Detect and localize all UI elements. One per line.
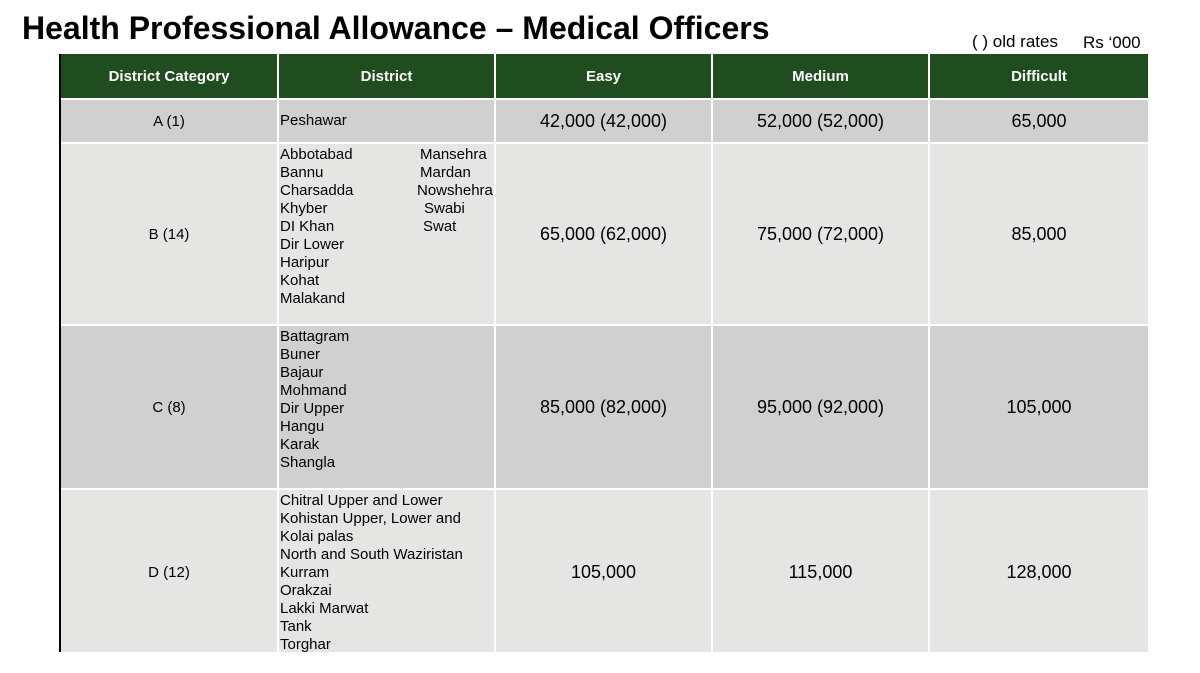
district-name: Karak [280, 436, 320, 453]
district-name: Kohat [280, 272, 320, 289]
category-cell: D (12) [61, 489, 278, 652]
header-easy: Easy [495, 54, 712, 99]
table-header-row [61, 54, 1148, 99]
table-row [61, 325, 1148, 489]
district-cell [278, 99, 495, 143]
header-medium: Medium [712, 54, 929, 99]
district-name: Peshawar [280, 112, 347, 129]
district-cell [278, 143, 495, 325]
district-name: Nowshehra [417, 182, 493, 199]
district-name: Mansehra [420, 146, 487, 163]
district-two-column-list [280, 146, 494, 236]
header-district-category: District Category [61, 54, 278, 99]
category-cell: A (1) [61, 99, 278, 143]
medium-cell: 115,000 [712, 489, 929, 652]
district-name: Kurram [280, 564, 330, 581]
district-name: Lakki Marwat [280, 600, 369, 617]
difficult-cell: 128,000 [929, 489, 1148, 652]
allowance-table [61, 54, 1148, 652]
district-name: Shangla [280, 454, 336, 471]
difficult-cell: 105,000 [929, 325, 1148, 489]
easy-cell: 42,000 (42,000) [495, 99, 712, 143]
difficult-cell: 65,000 [929, 99, 1148, 143]
easy-cell: 85,000 (82,000) [495, 325, 712, 489]
easy-cell: 65,000 (62,000) [495, 143, 712, 325]
district-name: Orakzai [280, 582, 332, 599]
district-name: Mohmand [280, 382, 347, 399]
district-name: Malakand [280, 290, 346, 307]
district-name: Khyber [280, 200, 328, 217]
district-name: North and South Waziristan [280, 546, 463, 563]
district-name: Tank [280, 618, 312, 635]
district-name: Dir Upper [280, 400, 345, 417]
district-name: Swabi [424, 200, 465, 217]
district-name: Bannu [280, 164, 324, 181]
old-rates-note: ( ) old rates [972, 32, 1058, 51]
district-name: Bajaur [280, 364, 324, 381]
medium-cell: 95,000 (92,000) [712, 325, 929, 489]
district-name: Mardan [420, 164, 471, 181]
district-name: DI Khan [280, 218, 335, 235]
medium-cell: 52,000 (52,000) [712, 99, 929, 143]
header-district: District [278, 54, 495, 99]
page-title: Health Professional Allowance – Medical Officers [22, 10, 770, 46]
easy-cell: 105,000 [495, 489, 712, 652]
district-name: Buner [280, 346, 321, 363]
district-cell [278, 489, 495, 652]
district-name: Torghar [280, 636, 331, 652]
table-row [61, 99, 1148, 143]
district-cell [278, 325, 495, 489]
district-name: Abbotabad [280, 146, 353, 163]
header-difficult: Difficult [929, 54, 1148, 99]
medium-cell: 75,000 (72,000) [712, 143, 929, 325]
difficult-cell: 85,000 [929, 143, 1148, 325]
district-name: Battagram [280, 328, 350, 345]
table-row [61, 489, 1148, 652]
district-name: Haripur [280, 254, 330, 271]
table-row [61, 143, 1148, 325]
district-name: Dir Lower [280, 236, 345, 253]
category-cell: C (8) [61, 325, 278, 489]
allowance-table-container [59, 54, 1148, 652]
district-name: Chitral Upper and Lower [280, 492, 443, 509]
category-cell: B (14) [61, 143, 278, 325]
units-note: Rs ‘000 [1083, 33, 1141, 52]
district-name: Kolai palas [280, 528, 354, 545]
district-name: Hangu [280, 418, 325, 435]
district-name: Swat [423, 218, 457, 235]
district-name: Charsadda [280, 182, 354, 199]
district-name: Kohistan Upper, Lower and [280, 510, 461, 527]
